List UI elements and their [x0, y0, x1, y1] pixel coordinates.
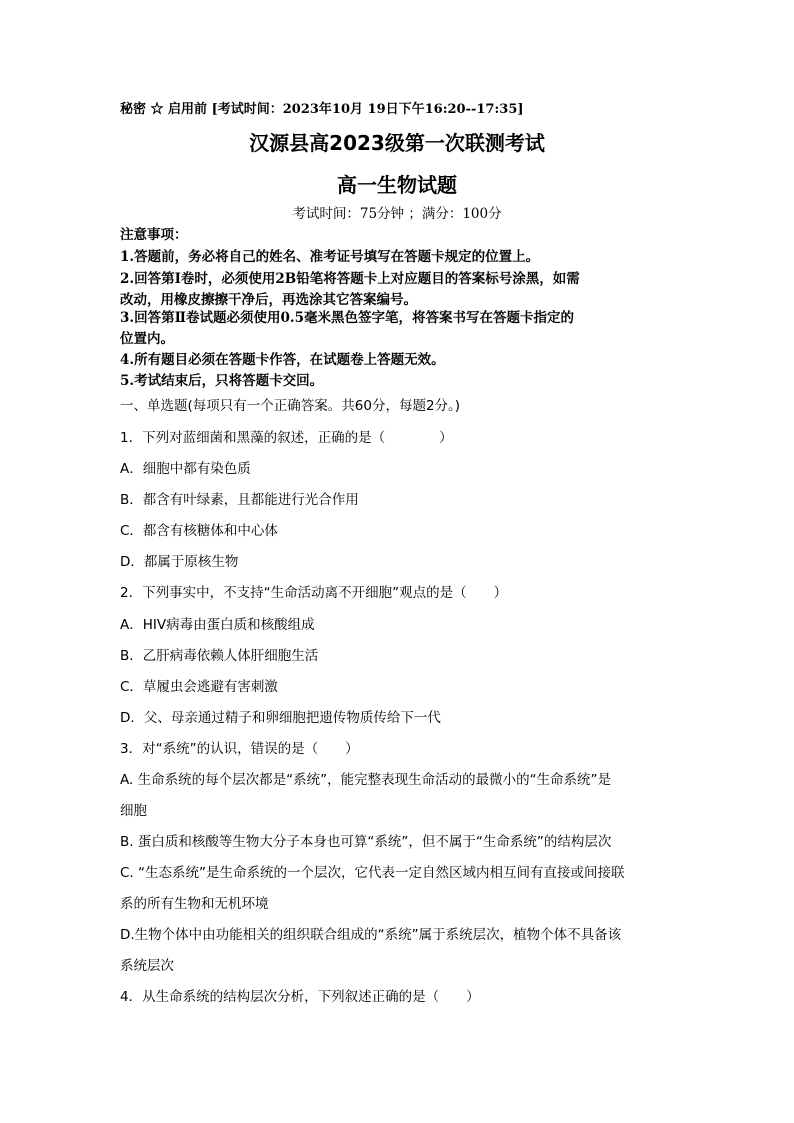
note-line: 5.考试结束后，只将答题卡交回。: [120, 373, 324, 389]
exam-subtitle: 高一生物试题: [337, 173, 457, 197]
option-line: A．HIV病毒由蛋白质和核酸组成: [120, 617, 315, 633]
option-line: B．乙肝病毒依赖人体肝细胞生活: [120, 648, 319, 664]
option-line: 细胞: [120, 803, 147, 819]
note-line: 1.答题前，务必将自己的姓名、准考证号填写在答题卡规定的位置上。: [120, 249, 540, 265]
question-4: 4．从生命系统的结构层次分析，下列叙述正确的是（ ）: [120, 989, 480, 1005]
option-line: C．草履虫会逃避有害刺激: [120, 679, 278, 695]
note-line: 位置内。: [120, 331, 174, 347]
option-line: C. “生态系统”是生命系统的一个层次，它代表一定自然区域内相互间有直接或间接联: [120, 865, 625, 881]
option-line: A. 生命系统的每个层次都是“系统”，能完整表现生命活动的最微小的“生命系统”是: [120, 772, 612, 788]
exam-meta: 考试时间：75分钟 ；满分：100分: [292, 206, 502, 222]
section-heading: 一、单选题(每项只有一个正确答案。共60分，每题2分。): [120, 398, 461, 414]
option-line: 系统层次: [120, 958, 174, 974]
option-line: A．细胞中都有染色质: [120, 461, 251, 477]
note-line: 改动，用橡皮擦擦干净后，再选涂其它答案编号。: [120, 292, 417, 308]
option-line: B．都含有叶绿素，且都能进行光合作用: [120, 492, 359, 508]
option-line: D.生物个体中由功能相关的组织联合组成的“系统”属于系统层次，植物个体不具备该: [120, 927, 622, 943]
option-line: D．父、母亲通过精子和卵细胞把遗传物质传给下一代: [120, 710, 441, 726]
option-line: D．都属于原核生物: [120, 554, 239, 570]
notes-heading: 注意事项：: [120, 227, 188, 243]
confidential-header: 秘密 ☆ 启用前 [考试时间：2023年10月 19日下午16:20--17:35]: [120, 102, 524, 117]
note-line: 3.回答第Ⅱ卷试题必须使用0.5毫米黑色签字笔，将答案书写在答题卡指定的: [120, 310, 574, 326]
question-3: 3．对“系统”的认识，错误的是（ ）: [120, 741, 359, 757]
option-line: C．都含有核糖体和中心体: [120, 523, 278, 539]
exam-title: 汉源县高2023级第一次联测考试: [249, 131, 545, 155]
note-line: 4.所有题目必须在答题卡作答，在试题卷上答题无效。: [120, 352, 445, 368]
note-line: 2.回答第Ⅰ卷时，必须使用2B铅笔将答题卡上对应题目的答案标号涂黑，如需: [120, 271, 580, 287]
option-line: B. 蛋白质和核酸等生物大分子本身也可算“系统”，但不属于“生命系统”的结构层次: [120, 834, 612, 850]
question-2: 2．下列事实中，不支持“生命活动离不开细胞”观点的是（ ）: [120, 585, 508, 601]
option-line: 系的所有生物和无机环境: [120, 896, 269, 912]
question-1: 1．下列对蓝细菌和黑藻的叙述，正确的是（ ）: [120, 430, 453, 446]
